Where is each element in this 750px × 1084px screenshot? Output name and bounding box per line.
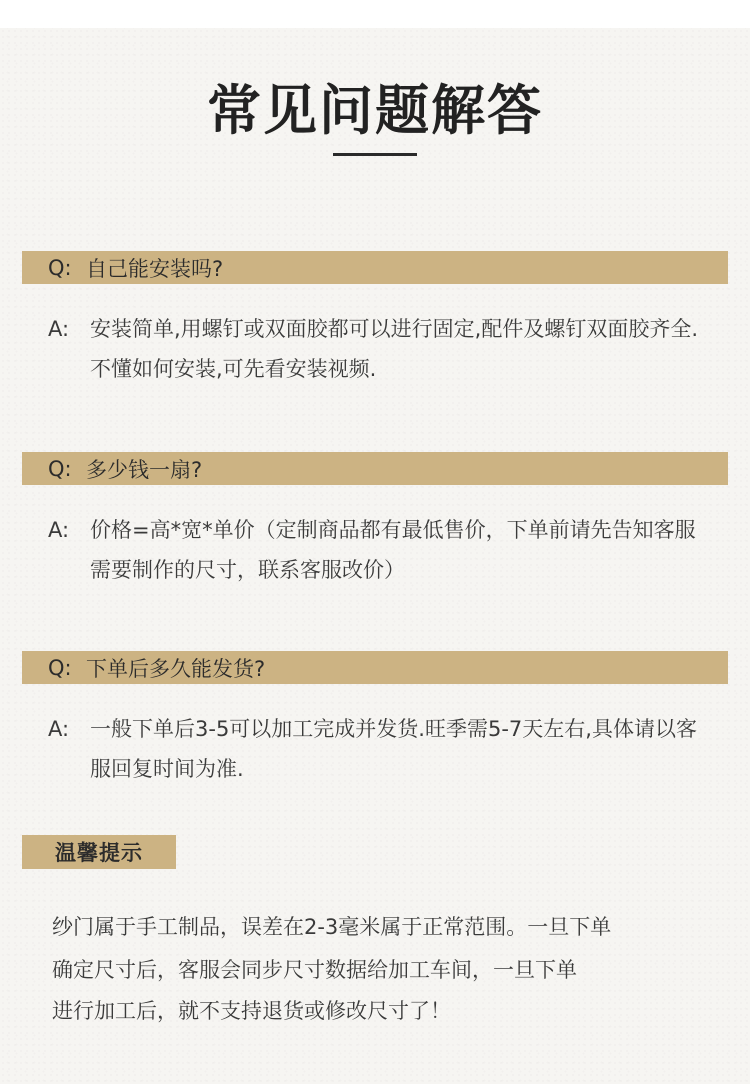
answer-text: 一般下单后3-5可以加工完成并发货.旺季需5-7天左右,具体请以客服回复时间为准. xyxy=(90,717,697,781)
question-prefix: Q: xyxy=(48,655,72,680)
question-bar-3 xyxy=(22,651,728,684)
answer-text: 安装简单,用螺钉或双面胶都可以进行固定,配件及螺钉双面胶齐全.不懂如何安装,可先看安装视频. xyxy=(90,317,699,381)
tip-line-1: 纱门属于手工制品，误差在2-3毫米属于正常范围。一旦下单 xyxy=(52,915,612,939)
tip-label: 温馨提示 xyxy=(22,835,176,869)
title-underline xyxy=(333,153,417,156)
answer-prefix: A: xyxy=(48,518,70,542)
answer-block-3 xyxy=(48,709,708,789)
question-prefix: Q: xyxy=(48,456,72,481)
answer-text: 价格=高*宽*单价（定制商品都有最低售价，下单前请先告知客服需要制作的尺寸，联系客服改价） xyxy=(90,518,696,582)
answer-prefix: A: xyxy=(48,717,70,741)
question-bar-2 xyxy=(22,452,728,485)
tip-line-2: 确定尺寸后，客服会同步尺寸数据给加工车间，一旦下单 xyxy=(52,958,577,982)
question-text: 多少钱一扇? xyxy=(86,457,203,482)
answer-block-2 xyxy=(48,510,708,590)
tip-line-3: 进行加工后，就不支持退货或修改尺寸了！ xyxy=(52,999,451,1023)
answer-prefix: A: xyxy=(48,317,70,341)
question-bar-1 xyxy=(22,251,728,284)
question-prefix: Q: xyxy=(48,255,72,280)
question-text: 下单后多久能发货? xyxy=(86,656,266,681)
page-title: 常见问题解答 xyxy=(207,79,543,142)
answer-block-1 xyxy=(48,309,708,389)
question-text: 自己能安装吗? xyxy=(86,256,224,281)
